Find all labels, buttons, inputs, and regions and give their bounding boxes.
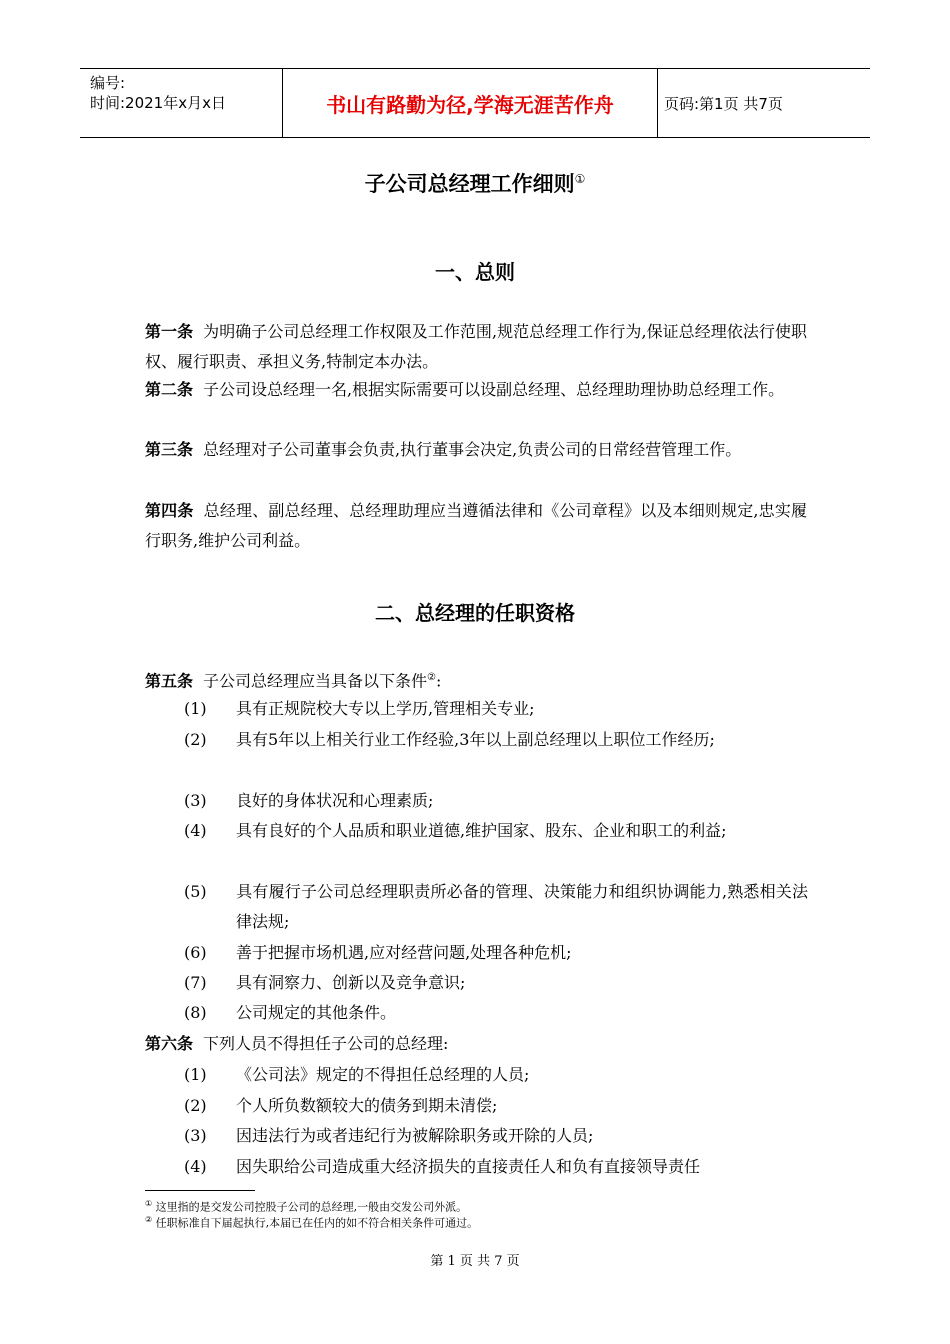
doc-number-label: 编号: — [90, 74, 126, 92]
item-text: 具有良好的个人品质和职业道德,维护国家、股东、企业和职工的利益; — [236, 821, 727, 840]
article-text: 总经理对子公司董事会负责,执行董事会决定,负责公司的日常经营管理工作。 — [203, 440, 742, 459]
article-text: 子公司设总经理一名,根据实际需要可以设副总经理、总经理助理协助总经理工作。 — [203, 380, 785, 399]
article-text: 为明确子公司总经理工作权限及工作范围,规范总经理工作行为,保证总经理依法行使职权、履行职责、承担义务,特制定本办法。 — [145, 322, 807, 371]
item-text: 因失职给公司造成重大经济损失的直接责任人和负有直接领导责任 — [236, 1157, 701, 1176]
article-text: 子公司总经理应当具备以下条件 — [203, 671, 428, 691]
item-text: 具有履行子公司总经理职责所必备的管理、决策能力和组织协调能力,熟悉相关法律法规; — [236, 882, 808, 931]
list-item — [184, 998, 808, 1028]
footnote-text: 任职标准自下届起执行,本届已在任内的如不符合相关条件可通过。 — [155, 1216, 479, 1230]
list-item — [184, 968, 808, 998]
item-number: (1) — [184, 1065, 207, 1084]
list-item — [184, 694, 808, 724]
list-item — [184, 1060, 808, 1090]
article-label: 第一条 — [145, 322, 194, 341]
section-title: 二、总经理的任职资格 — [375, 601, 575, 625]
header-motto: 书山有路勤为径,学海无涯苦作舟 — [282, 69, 658, 137]
item-number: (4) — [184, 821, 207, 840]
title-footnote-mark: ① — [574, 172, 586, 186]
item-number: (7) — [184, 973, 207, 992]
item-number: (2) — [184, 1096, 207, 1115]
article-label: 第四条 — [145, 501, 194, 520]
article-label: 第三条 — [145, 440, 194, 459]
document-title — [0, 168, 950, 198]
item-number: (1) — [184, 699, 207, 718]
article-label: 第六条 — [145, 1034, 194, 1053]
item-number: (4) — [184, 1157, 207, 1176]
article-text: 总经理、副总经理、总经理助理应当遵循法律和《公司章程》以及本细则规定,忠实履行职务,维护公司利益。 — [145, 501, 807, 550]
item-number: (3) — [184, 791, 207, 810]
item-number: (6) — [184, 943, 207, 962]
item-text: 具有5年以上相关行业工作经验,3年以上副总经理以上职位工作经历; — [236, 730, 715, 749]
item-text: 公司规定的其他条件。 — [236, 1003, 397, 1022]
article-label: 第二条 — [145, 380, 194, 399]
page-footer: 第 1 页 共 7 页 — [430, 1254, 520, 1269]
item-text: 具有洞察力、创新以及竞争意识; — [236, 973, 466, 992]
list-item — [184, 1091, 808, 1121]
page-header — [80, 68, 870, 138]
article-footnote-mark: ② — [427, 672, 436, 683]
article — [145, 317, 807, 377]
article — [145, 375, 807, 405]
article — [145, 663, 807, 696]
list-item — [184, 786, 808, 816]
item-number: (8) — [184, 1003, 207, 1022]
article — [145, 496, 807, 556]
document-title-text: 子公司总经理工作细则 — [364, 172, 575, 196]
article — [145, 1029, 807, 1059]
item-text: 具有正规院校大专以上学历,管理相关专业; — [236, 699, 535, 718]
list-item — [184, 877, 808, 937]
doc-date-label: 时间:2021年x月x日 — [90, 94, 226, 112]
article-label: 第五条 — [145, 671, 194, 691]
item-number: (3) — [184, 1126, 207, 1145]
header-page-label: 页码:第1页 共7页 — [664, 95, 783, 113]
item-text: 《公司法》规定的不得担任总经理的人员; — [236, 1065, 530, 1084]
item-text: 因违法行为或者违纪行为被解除职务或开除的人员; — [236, 1126, 594, 1145]
article — [145, 435, 807, 465]
footnote — [145, 1212, 478, 1231]
item-text: 个人所负数额较大的债务到期未清偿; — [236, 1096, 498, 1115]
item-text: 良好的身体状况和心理素质; — [236, 791, 434, 810]
footnote-mark: ① — [145, 1199, 153, 1208]
list-item — [184, 1121, 808, 1151]
item-number: (2) — [184, 730, 207, 749]
list-item — [184, 938, 808, 968]
item-text: 善于把握市场机遇,应对经营问题,处理各种危机; — [236, 943, 572, 962]
list-item — [184, 816, 808, 846]
footnote-divider — [145, 1190, 255, 1191]
footnote-text: 这里指的是交发公司控股子公司的总经理,一般由交发公司外派。 — [155, 1200, 468, 1214]
section-title: 一、总则 — [435, 260, 515, 284]
article-text: 下列人员不得担任子公司的总经理: — [203, 1034, 449, 1053]
list-item — [184, 725, 808, 755]
header-meta — [90, 73, 226, 113]
item-number: (5) — [184, 882, 207, 901]
article-text-suffix: : — [436, 671, 442, 691]
footnote-mark: ② — [145, 1215, 153, 1224]
list-item — [184, 1152, 808, 1182]
